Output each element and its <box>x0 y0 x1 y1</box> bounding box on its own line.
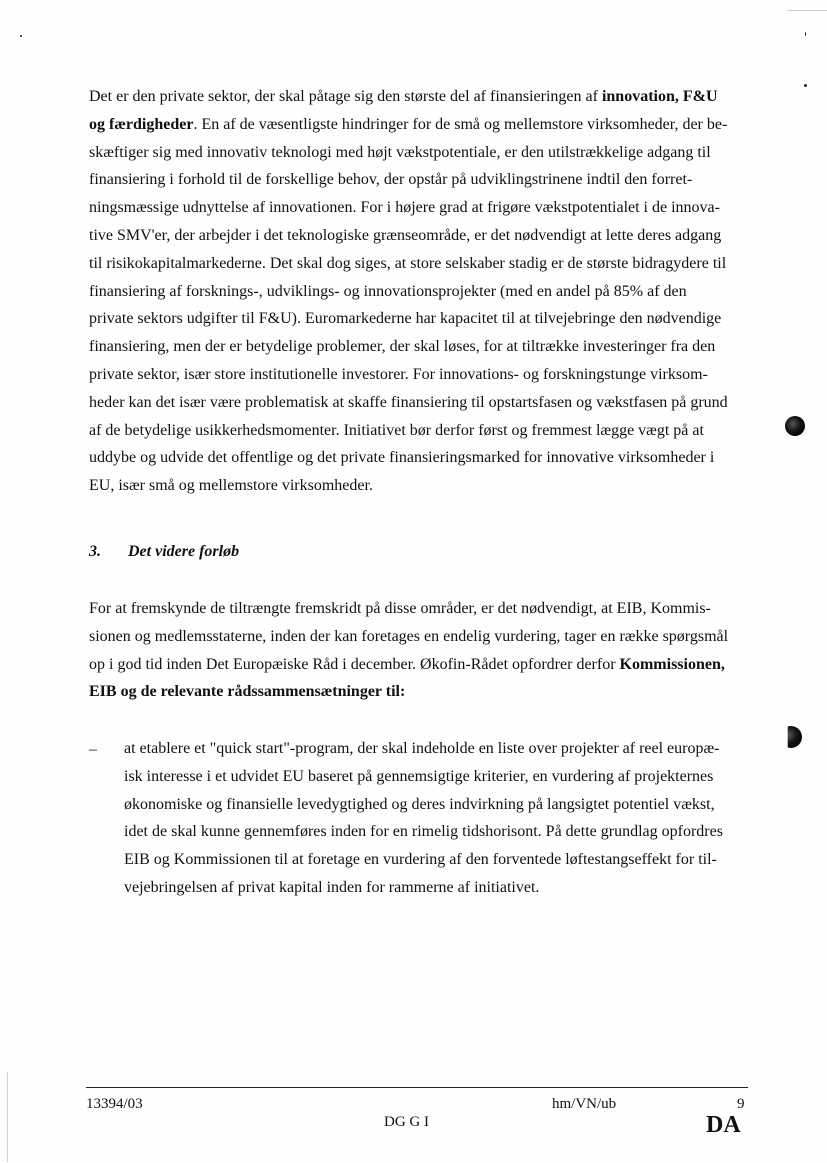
footer-page-number: 9 <box>737 1096 745 1112</box>
text-line: private sektors udgifter til F&U). Euromarkederne har kapacitet til at tilvejebringe den nødvendige <box>89 310 722 328</box>
scan-speck <box>805 32 806 36</box>
text-line: For at fremskynde de tiltrængte fremskridt på disse områder, er det nødvendigt, at EIB, Kommis- <box>89 600 711 617</box>
text-line: sionen og medlemsstaterne, inden der kan foretages en endelig vurdering, tager en række spørgsmål <box>89 627 729 645</box>
list-item <box>124 735 754 902</box>
footer-divider <box>86 1087 748 1088</box>
scan-speck <box>804 84 807 87</box>
text-line: EIB og de relevante rådssammensætninger til: <box>89 683 406 701</box>
section-number: 3. <box>89 543 101 560</box>
footer-doc-number: 13394/03 <box>86 1096 143 1112</box>
body-paragraph <box>89 595 749 706</box>
text-line: Det er den private sektor, der skal påtage sig den største del af finansieringen af innovation, F&U <box>89 88 718 105</box>
text-line: tive SMV'er, der arbejder i det teknologiske grænseområde, er det nødvendigt at lette deres adgang <box>89 226 722 244</box>
text-line: vejebringelsen af privat kapital inden for rammerne af initiativet. <box>124 878 540 896</box>
text-line: EU, især små og mellemstore virksomheder. <box>89 477 373 495</box>
text-line: økonomiske og finansielle levedygtighed og deres indvirkning på langsigtet potentiel vækst, <box>124 795 715 813</box>
text-line: EIB og Kommissionen til at foretage en vurdering af den forventede løftestangseffekt for til- <box>124 851 717 869</box>
scan-speck <box>20 35 22 37</box>
text-line: til risikokapitalmarkederne. Det skal dog siges, at store selskaber stadig er de største bidragydere til <box>89 254 727 272</box>
text-line: finansiering af forsknings-, udviklings- og innovationsprojekter (med en andel på 85% af den <box>89 282 687 300</box>
footer-directorate: DG G I <box>384 1114 429 1130</box>
punch-hole-mark <box>785 416 805 436</box>
text-line: isk interesse i et udvidet EU baseret på gennemsigtige kriterier, en vurdering af projekternes <box>124 767 714 785</box>
text-line: af de betydelige usikkerhedsmomenter. Initiativet bør derfor først og fremmest lægge vægt på at <box>89 421 704 439</box>
section-title: Det videre forløb <box>128 543 240 560</box>
text-line: at etablere et "quick start"-program, der skal indeholde en liste over projekter af reel europæ- <box>124 740 720 757</box>
text-line: og færdigheder. En af de væsentligste hindringer for de små og mellemstore virksomheder, der be- <box>89 115 728 133</box>
body-paragraph <box>89 83 749 500</box>
text-line: op i god tid inden Det Europæiske Råd i december. Økofin-Rådet opfordrer derfor Kommissionen, <box>89 655 725 673</box>
text-line: uddybe og udvide det offentlige og det private finansieringsmarked for innovative virksomheder i <box>89 449 715 467</box>
footer-language-code: DA <box>706 1112 741 1138</box>
punch-hole-mark <box>780 726 802 748</box>
text-line: idet de skal kunne gennemføres inden for en rimelig tidshorisont. På dette grundlag opfordres <box>124 823 723 841</box>
footer-author-code: hm/VN/ub <box>552 1096 617 1112</box>
list-bullet-dash: – <box>89 741 97 758</box>
section-heading <box>89 540 239 564</box>
text-line: heder kan det især være problematisk at skaffe finansiering til opstartsfasen og vækstfasen på grund <box>89 393 728 411</box>
text-line: finansiering, men der er betydelige problemer, der skal løses, for at tiltrække investeringer fra den <box>89 338 716 356</box>
text-line: private sektor, især store institutionelle investorer. For innovations- og forskningstunge virksom- <box>89 365 708 383</box>
scan-edge-line <box>787 10 827 11</box>
text-line: skæftiger sig med innovativ teknologi med højt vækstpotentiale, er den utilstrækkelige adgang til <box>89 143 711 161</box>
text-line: finansiering i forhold til de forskellige behov, der opstår på udviklingstrinene indtil den forret- <box>89 171 693 189</box>
text-line: ningsmæssige udnyttelse af innovationen. For i højere grad at frigøre vækstpotentialet i de innova- <box>89 199 720 217</box>
scan-edge-line <box>7 1072 8 1162</box>
